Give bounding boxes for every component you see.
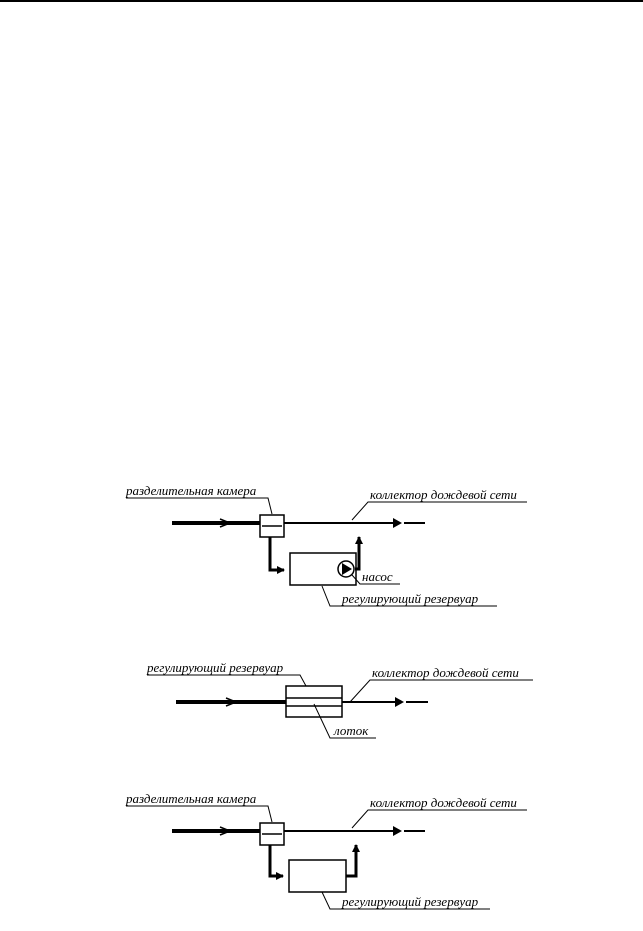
label-separation-chamber: разделительная камера: [126, 791, 257, 806]
label-reservoir: регулирующий резервуар: [342, 894, 479, 909]
label-separation-chamber: разделительная камера: [126, 483, 257, 498]
return-line: [346, 845, 356, 876]
bypass-line: [270, 537, 284, 570]
label-collector: коллектор дождевой сети: [370, 487, 517, 502]
reservoir-box: [286, 686, 342, 717]
scheme-2: [146, 660, 533, 738]
scheme-1: [125, 483, 527, 606]
bypass-line: [270, 845, 283, 876]
collector-flow-arrow: [395, 697, 404, 707]
collector-flow-arrow: [393, 518, 402, 528]
reservoir-box: [289, 860, 346, 892]
scheme-3: [125, 791, 527, 909]
label-collector: коллектор дождевой сети: [370, 795, 517, 810]
label-reservoir: регулирующий резервуар: [147, 660, 284, 675]
label-collector: коллектор дождевой сети: [372, 665, 519, 680]
label-pump: насос: [362, 569, 393, 584]
label-tray: лоток: [334, 723, 369, 738]
collector-flow-arrow: [393, 826, 402, 836]
label-reservoir: регулирующий резервуар: [342, 591, 479, 606]
